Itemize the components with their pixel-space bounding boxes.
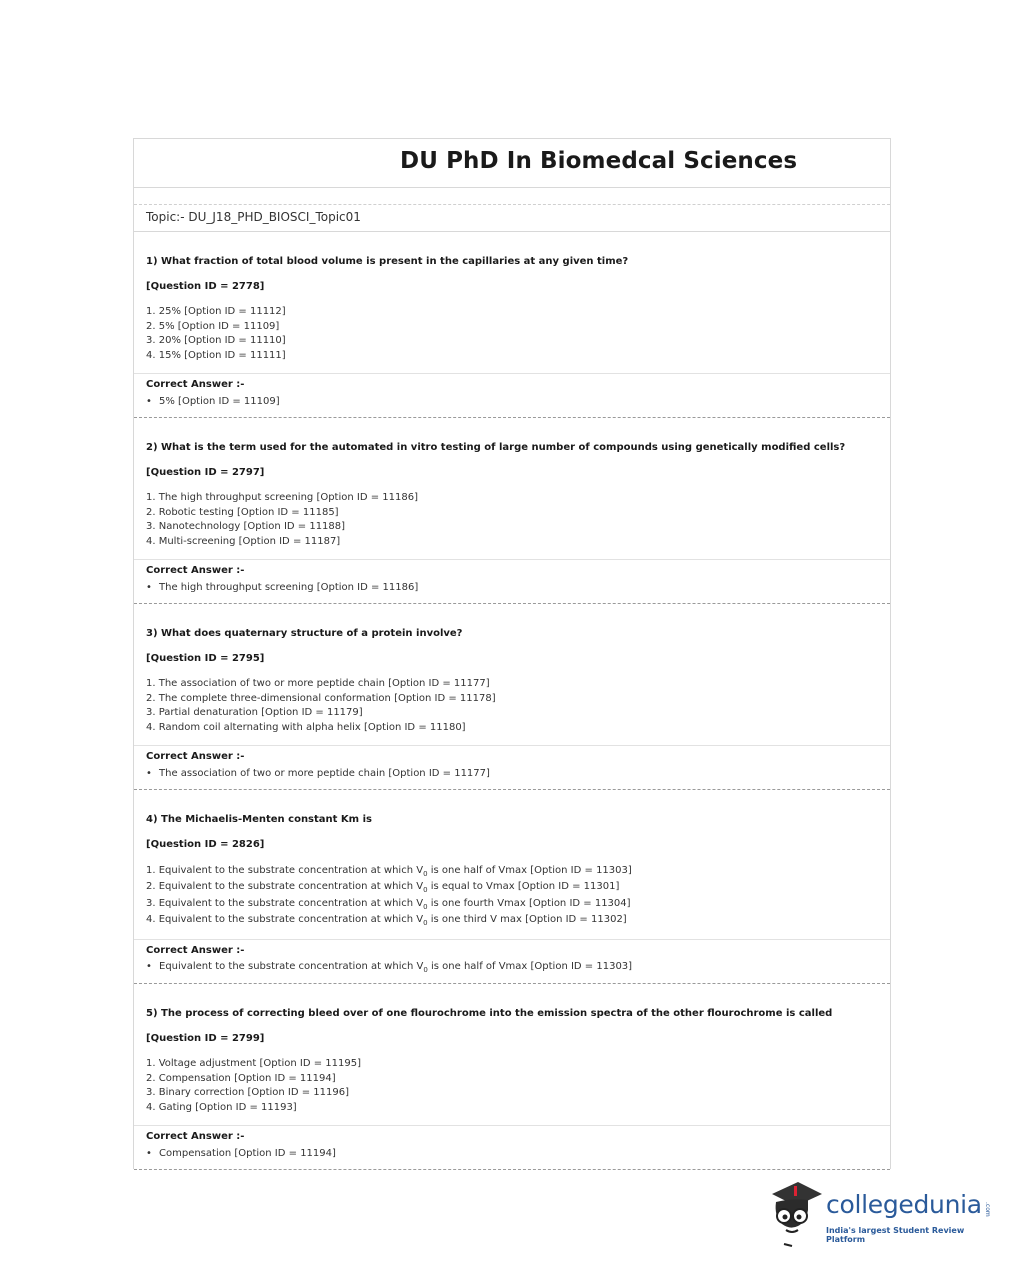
divider: [134, 1125, 890, 1126]
option-text: is one half of Vmax [Option ID = 11303]: [427, 865, 632, 876]
option: 2. Robotic testing [Option ID = 11185]: [146, 506, 339, 518]
mascot-icon: [768, 1180, 824, 1250]
divider: [134, 939, 890, 940]
correct-answer-text: Equivalent to the substrate concentration at which V: [159, 961, 424, 972]
option: 1. The association of two or more peptide chain [Option ID = 11177]: [146, 678, 490, 689]
logo-suffix: .com: [984, 1202, 991, 1217]
correct-answer: [146, 396, 280, 407]
correct-answer-text: is one half of Vmax [Option ID = 11303]: [427, 961, 633, 972]
option: 2. 5% [Option ID = 11109]: [146, 320, 280, 332]
header: [134, 139, 890, 188]
question-text: 2) What is the term used for the automated in vitro testing of large number of compounds using genetically modified cells?: [146, 442, 846, 453]
divider: [134, 373, 890, 374]
option: 3. Binary correction [Option ID = 11196]: [146, 1087, 350, 1098]
bullet-icon: •: [146, 768, 152, 779]
question-text: 1) What fraction of total blood volume is present in the capillaries at any given time?: [146, 256, 629, 267]
option: [146, 912, 632, 928]
correct-answer: [146, 768, 490, 779]
topic-line: Topic:- DU_J18_PHD_BIOSCI_Topic01: [134, 205, 890, 232]
correct-answer-label: Correct Answer :-: [146, 565, 245, 576]
correct-answer-label: Correct Answer :-: [146, 945, 245, 956]
option: 1. 25% [Option ID = 11112]: [146, 306, 286, 317]
option-text: 1. Equivalent to the substrate concentration at which V: [146, 865, 424, 876]
option: 1. Voltage adjustment [Option ID = 11195]: [146, 1058, 362, 1069]
correct-answer: [146, 961, 632, 974]
question-separator: [134, 1169, 890, 1170]
option: 4. Random coil alternating with alpha helix [Option ID = 11180]: [146, 721, 466, 733]
correct-answer-text: 5% [Option ID = 11109]: [159, 396, 280, 407]
divider: [134, 745, 890, 746]
option: 2. Compensation [Option ID = 11194]: [146, 1072, 336, 1084]
option-text: is one fourth Vmax [Option ID = 11304]: [427, 897, 631, 909]
option: 3. Nanotechnology [Option ID = 11188]: [146, 521, 346, 532]
bullet-icon: •: [146, 582, 152, 593]
collegedunia-logo: [768, 1180, 998, 1250]
logo-wordmark: collegedunia: [826, 1190, 982, 1219]
correct-answer-label: Correct Answer :-: [146, 751, 245, 762]
option: 3. Partial denaturation [Option ID = 11179]: [146, 707, 363, 718]
question-id: [Question ID = 2795]: [146, 653, 265, 664]
subscript: 0: [423, 886, 428, 895]
page-title: DU PhD In Biomedcal Sciences: [400, 148, 798, 174]
correct-answer: [146, 582, 418, 593]
question-paper: [133, 138, 891, 1169]
subscript: 0: [423, 870, 428, 878]
options-list: [146, 677, 496, 735]
correct-answer-label: Correct Answer :-: [146, 379, 245, 390]
options-list: [146, 1057, 361, 1115]
correct-answer-text: The high throughput screening [Option ID = 11186]: [159, 582, 419, 593]
option: 1. The high throughput screening [Option ID = 11186]: [146, 492, 418, 503]
option-text: 4. Equivalent to the substrate concentration at which V: [146, 913, 424, 925]
question-id: [Question ID = 2778]: [146, 281, 265, 292]
subscript: 0: [423, 902, 428, 911]
option: 4. Multi-screening [Option ID = 11187]: [146, 535, 341, 547]
question-text: 3) What does quaternary structure of a protein involve?: [146, 628, 463, 639]
correct-answer-label: Correct Answer :-: [146, 1131, 245, 1142]
option-text: 2. Equivalent to the substrate concentration at which V: [146, 881, 424, 893]
divider: [134, 559, 890, 560]
option: [146, 896, 632, 912]
correct-answer-text: The association of two or more peptide chain [Option ID = 11177]: [159, 768, 490, 779]
question-id: [Question ID = 2797]: [146, 467, 265, 478]
correct-answer: [146, 1148, 336, 1159]
header-spacer: [134, 188, 890, 205]
subscript: 0: [423, 966, 428, 974]
bullet-icon: •: [146, 961, 152, 972]
option: 2. The complete three-dimensional conformation [Option ID = 11178]: [146, 692, 496, 704]
question-separator: [134, 603, 890, 604]
correct-answer-text: Compensation [Option ID = 11194]: [159, 1148, 336, 1159]
question-separator: [134, 417, 890, 418]
option-text: is one third V max [Option ID = 11302]: [427, 913, 627, 925]
logo-tagline: India's largest Student Review Platform: [826, 1226, 965, 1244]
option: 4. 15% [Option ID = 11111]: [146, 349, 286, 361]
option-text: is equal to Vmax [Option ID = 11301]: [427, 881, 620, 893]
question-id: [Question ID = 2826]: [146, 839, 265, 850]
bullet-icon: •: [146, 1148, 152, 1159]
subscript: 0: [423, 918, 428, 927]
option: 3. 20% [Option ID = 11110]: [146, 335, 286, 346]
option-text: 3. Equivalent to the substrate concentration at which V: [146, 897, 424, 909]
option: 4. Gating [Option ID = 11193]: [146, 1101, 297, 1113]
question-id: [Question ID = 2799]: [146, 1033, 265, 1044]
options-list: [146, 305, 286, 363]
option: [146, 879, 632, 895]
question-text: 4) The Michaelis-Menten constant Km is: [146, 814, 372, 825]
question-text: 5) The process of correcting bleed over of one flourochrome into the emission spectra of the other flourochrome is called: [146, 1008, 833, 1019]
bullet-icon: •: [146, 396, 152, 407]
question-separator: [134, 983, 890, 984]
option: [146, 863, 632, 879]
options-list: [146, 863, 632, 928]
question-separator: [134, 789, 890, 790]
options-list: [146, 491, 418, 549]
